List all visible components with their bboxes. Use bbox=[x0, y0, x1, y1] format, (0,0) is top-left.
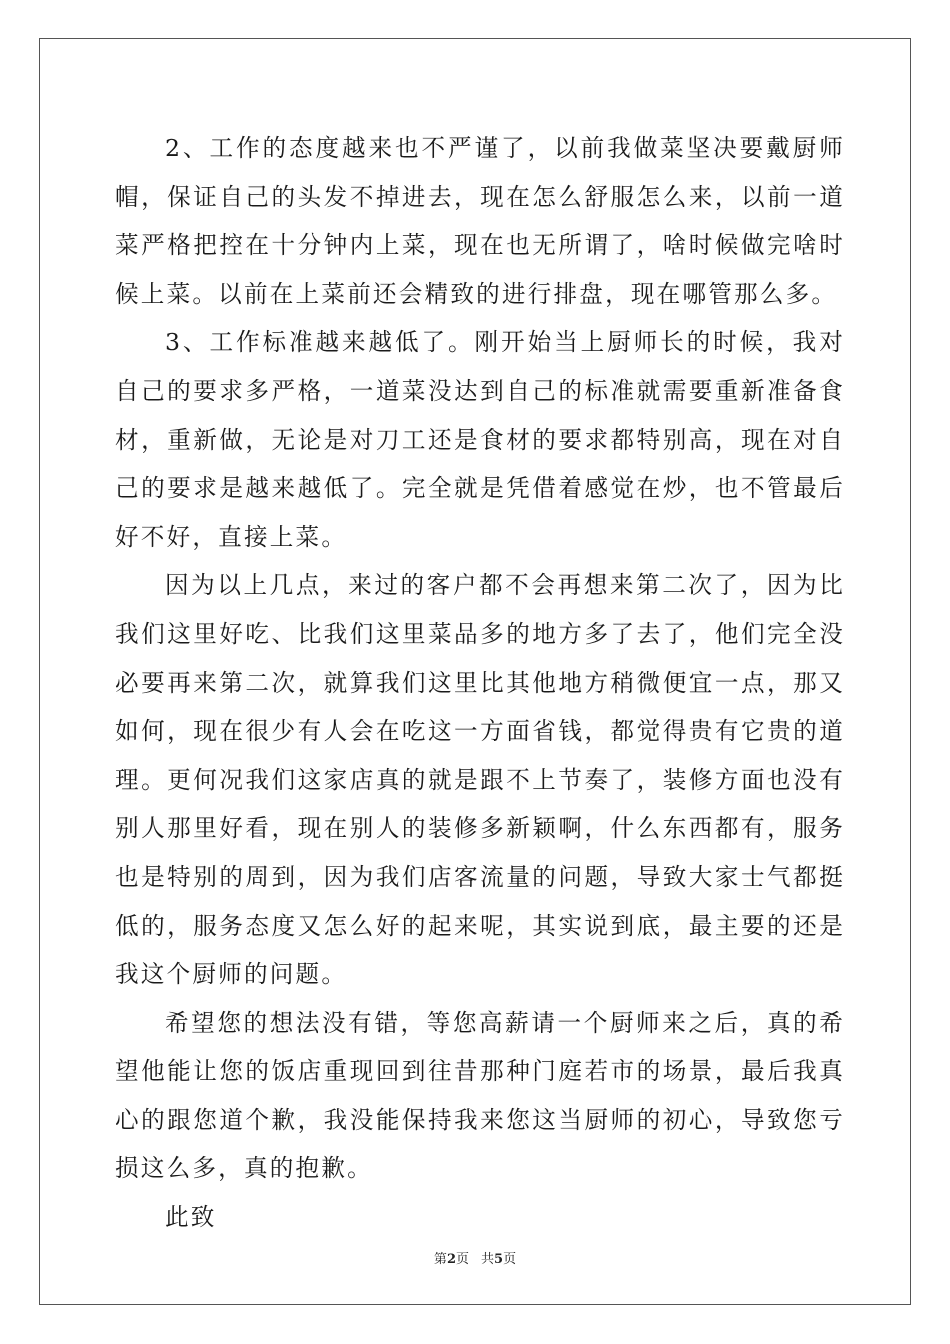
total-suffix: 页 bbox=[503, 1252, 517, 1267]
total-page-number: 5 bbox=[494, 1252, 504, 1267]
document-body bbox=[115, 124, 845, 1242]
paragraph-apology: 希望您的想法没有错，等您高薪请一个厨师来之后，真的希望他能让您的饭店重现回到往昔那种门庭若市的场景，最后我真心的跟您道个歉，我没能保持我来您这当厨师的初心，导致您亏损这么多，真的抱歉。 bbox=[115, 1008, 845, 1183]
paragraph-reasons: 因为以上几点，来过的客户都不会再想来第二次了，因为比我们这里好吃、比我们这里菜品多的地方多了去了，他们完全没必要再来第二次，就算我们这里比其他地方稍微便宜一点，那又如何，现在很少有人会在吃这一方面省钱，都觉得贵有它贵的道理。更何况我们这家店真的就是跟不上节奏了，装修方面也没有别人那里好看，现在别人的装修多新颖啊，什么东西都有，服务也是特别的周到，因为我们店客流量的问题，导致大家士气都挺低的，服务态度又怎么好的起来呢，其实说到底，最主要的还是我这个厨师的问题。 bbox=[115, 571, 845, 989]
paragraph-point-3: 3、工作标准越来越低了。刚开始当上厨师长的时候，我对自己的要求多严格，一道菜没达到自己的标准就需要重新准备食材，重新做，无论是对刀工还是食材的要求都特别高，现在对自己的要求是越来越低了。完全就是凭借着感觉在炒，也不管最后好不好，直接上菜。 bbox=[115, 328, 845, 551]
total-prefix: 共 bbox=[481, 1252, 495, 1267]
page-suffix: 页 bbox=[455, 1252, 469, 1267]
paragraph-point-2: 2、工作的态度越来也不严谨了，以前我做菜坚决要戴厨师帽，保证自己的头发不掉进去，现在怎么舒服怎么来，以前一道菜严格把控在十分钟内上菜，现在也无所谓了，啥时候做完啥时候上菜。以前在上菜前还会精致的进行排盘，现在哪管那么多。 bbox=[115, 134, 845, 308]
paragraph-closing: 此致 bbox=[165, 1203, 217, 1232]
page-prefix: 第 bbox=[433, 1252, 447, 1267]
current-page-number: 2 bbox=[446, 1252, 456, 1267]
page-footer bbox=[0, 1248, 950, 1267]
